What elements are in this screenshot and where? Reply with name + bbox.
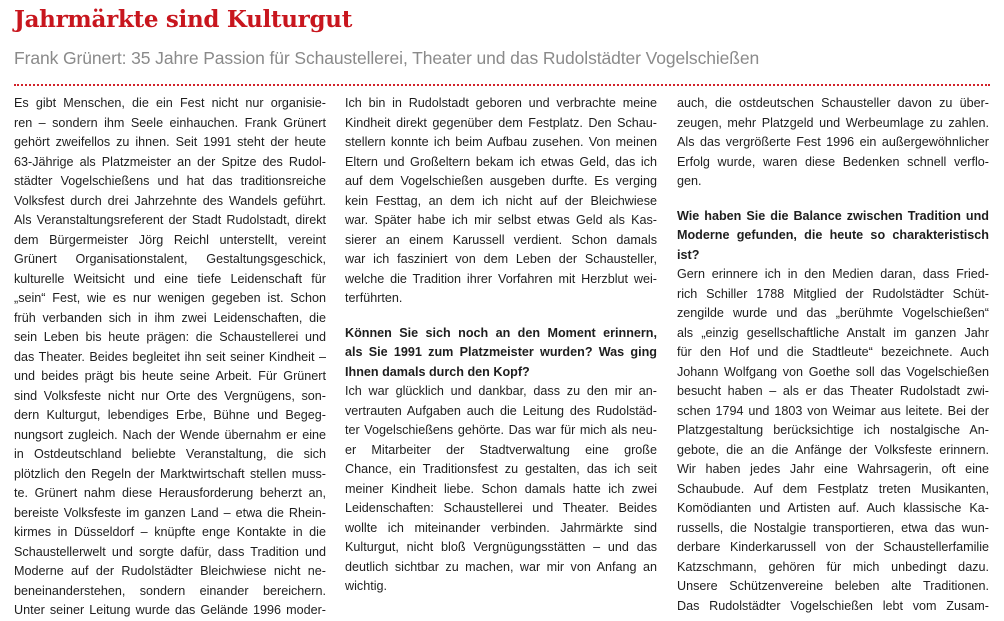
body-text-line: ter Vogelschießens gehörte. Das war für mich als neu- — [345, 423, 657, 437]
body-text-line: Komödianten und Artisten auf. Auch klassische Ka- — [677, 501, 989, 515]
body-text-line: gen. — [677, 174, 702, 188]
body-text-line: er Mitarbeiter der Stadtverwaltung eine große — [345, 442, 657, 457]
body-text-line: Gern erinnere ich in den Medien daran, dass Fried- — [677, 267, 989, 281]
body-text-line: dern Kulturgut, lebendiges Erbe, Bühne und Begeg- — [14, 408, 326, 422]
body-text-line: Leidenschaften: Schaustellerei und Theater. Beides — [345, 501, 657, 515]
body-text-line: vertrauten Aufgaben auch die Leitung des Rudolstäd- — [345, 403, 657, 418]
body-text-line: Erfolg wurde, waren diese Bedenken schnell verflo- — [677, 154, 989, 169]
body-text-line: Kindheit direkt gegenüber dem Festplatz. Den Schau- — [345, 115, 657, 130]
body-text-line: sein Leben bis heute prägen: die Schaustellerei und — [14, 330, 326, 344]
body-text-line: Moderne auf der Rudolstädter Bleichwiese nicht ne- — [14, 564, 326, 578]
body-text-line: kein Festtag, an dem ich nicht auf der Bleichwiese — [345, 193, 657, 208]
body-text-line: war ich fasziniert von dem Leben der Schausteller, — [345, 252, 657, 266]
body-text-line: deutlich sichtbar zu machen, war mir von Anfang an — [345, 559, 657, 574]
body-text-line: auch, die ostdeutschen Schausteller davon zu über- — [677, 96, 989, 110]
body-text-line: auf dem Vogelschießen ausgeben durfte. Es verging — [345, 174, 657, 188]
body-text-line: in Ostdeutschland beliebte Veranstaltung, die sich — [14, 447, 326, 461]
text-column-1 — [14, 94, 326, 621]
body-text-line: te. Grünert nahm diese Herausforderung beherzt an, — [14, 486, 326, 500]
article-title: Jahrmärkte sind Kulturgut — [14, 6, 353, 33]
body-text-line: Eltern und Großeltern bekam ich etwas Geld, das ich — [345, 154, 657, 169]
interview-question-line: Können Sie sich noch an den Moment erinnern, — [345, 325, 657, 340]
body-text-line: Ich bin in Rudolstadt geboren und verbrachte meine — [345, 96, 657, 110]
body-text-line: terführten. — [345, 291, 403, 305]
body-text-line: Schaubude. Auf dem Festplatz treten Musikanten, — [677, 481, 989, 496]
body-text-line: nungsort zugleich. Nach der Wende übernahm er eine — [14, 427, 326, 442]
body-text-line: Grünert Organisationstalent, Gestaltungsgeschick, — [14, 252, 326, 266]
body-text-line: Ich war glücklich und dankbar, dass zu den mir an- — [345, 384, 657, 398]
body-text-line: städter Vogelschießens und hat das traditionsreiche — [14, 174, 326, 188]
body-text-line: war. Später habe ich mir selbst etwas Geld als Kas- — [345, 213, 657, 227]
body-text-line: Katzschmann, gehören für mich unbedingt dazu. — [677, 559, 989, 574]
body-text-line: gehört zweifellos zu ihnen. Seit 1991 steht der heute — [14, 135, 326, 149]
body-text-line: bereiste Volksfeste im ganzen Land – etwa die Rhein- — [14, 505, 326, 520]
body-text-line: wollte ich miteinander verbinden. Jahrmärkte sind — [345, 520, 657, 535]
body-text-line: rich Schiller 1788 Mitglied der Rudolstädter Schüt- — [677, 286, 989, 301]
interview-question-line: ist? — [677, 247, 700, 262]
body-text-line: für den Hof und die Stadtleute“ bezeichnete. Auch — [677, 345, 989, 359]
body-text-line: 63-Jährige als Platzmeister an der Spitze des Rudol- — [14, 154, 326, 169]
body-text-line: kirmes in Düsseldorf – knüpfte enge Kontakte in die — [14, 525, 326, 539]
body-text-line: meiner Kindheit liebe. Schon damals hatte ich zwei — [345, 481, 657, 496]
body-text-line: Johann Wolfgang von Goethe soll das Vogelschießen — [677, 364, 989, 379]
body-text-line: sierer an einem Karussell verdient. Schon damals — [345, 232, 657, 247]
interview-question-line: Ihnen damals durch den Kopf? — [345, 364, 530, 379]
body-text-line: gebote, die an die Anfänge der Volksfeste erinnern. — [677, 442, 989, 457]
text-column-3 — [677, 94, 989, 616]
body-text-line: stellern konnte ich beim Aufbau zusehen. Von meinen — [345, 135, 657, 149]
body-text-line: derbare Kinderkarussell von der Schaustellerfamilie — [677, 540, 989, 554]
body-text-line: besucht haben – als er das Theater Rudolstadt zwi- — [677, 384, 989, 398]
text-column-2 — [345, 94, 657, 597]
body-text-line: Kulturgut, nicht bloß Vergnügungsstätten – und das — [345, 540, 657, 554]
body-text-line: Unter seiner Leitung wurde das Gelände 1996 moder- — [14, 603, 326, 617]
body-text-line: russells, die Nostalgie transportieren, etwa das wun- — [677, 520, 989, 535]
body-text-line: Platzgestaltung berücksichtige ich nostalgische An- — [677, 423, 989, 437]
body-text-line: beneinanderstehen, sondern einander bereichern. — [14, 583, 326, 598]
body-text-line: Es gibt Menschen, die ein Fest nicht nur organisie- — [14, 96, 326, 110]
body-text-line: früh verbanden sich in ihm zwei Leidenschaften, die — [14, 310, 326, 325]
body-text-line: zeugen, mehr Platzgeld und Werbeumlage zu zahlen. — [677, 115, 989, 130]
body-text-line: welche die Tradition ihrer Vorfahren mit Herzblut wei- — [345, 271, 657, 286]
paragraph-gap — [345, 309, 657, 324]
body-text-line: ren – sondern ihm Seele einhauchen. Frank Grünert — [14, 115, 326, 130]
body-text-line: zengilde wurde und das „berühmte Vogelschießen“ — [677, 306, 989, 320]
dotted-divider — [14, 84, 990, 86]
body-text-line: Schaustellerwelt und sorgte dafür, dass Tradition und — [14, 544, 326, 559]
interview-question-line: Wie haben Sie die Balance zwischen Tradition und — [677, 208, 989, 223]
body-text-line: Chance, ein Traditionsfest zu gestalten, das ich seit — [345, 462, 657, 476]
body-text-line: plötzlich den Regeln der Marktwirtschaft stellen muss- — [14, 466, 326, 481]
body-text-line: schen 1794 und 1803 von Weimar aus leitete. Bei der — [677, 403, 989, 418]
article-subtitle: Frank Grünert: 35 Jahre Passion für Schaustellerei, Theater und das Rudolstädter Vogelschießen — [14, 48, 760, 68]
body-text-line: wichtig. — [345, 579, 387, 593]
body-text-line: Volksfest durch drei Jahrzehnte des Wandels geführt. — [14, 193, 326, 208]
body-text-line: Unsere Schützenvereine beleben alte Traditionen. — [677, 579, 989, 593]
paragraph-gap — [677, 192, 989, 207]
body-text-line: Das Rudolstädter Vogelschießen lebt vom Zusam- — [677, 598, 989, 613]
body-text-line: dem Bürgermeister Jörg Reichl unterstellt, vereint — [14, 232, 326, 247]
body-text-line: Als das vergrößerte Fest 1996 ein außergewöhnlicher — [677, 135, 989, 149]
body-text-line: sind Volksfeste nicht nur Orte des Vergnügens, son- — [14, 388, 326, 403]
body-text-line: Als Veranstaltungsreferent der Stadt Rudolstadt, direkt — [14, 213, 326, 227]
interview-question-line: als Sie 1991 zum Platzmeister wurden? Was ging — [345, 345, 657, 359]
body-text-line: als „einzig gesellschaftliche Anstalt im ganzen Jahr — [677, 325, 989, 340]
body-text-line: Wir haben jedes Jahr eine Wahrsagerin, oft eine — [677, 462, 989, 476]
body-text-line: kulturelle Weitsicht und eine tiefe Leidenschaft für — [14, 271, 326, 286]
body-text-line: und beides prägt bis heute seine Arbeit. Für Grünert — [14, 369, 326, 383]
body-text-line: das Theater. Beides begleitet ihn seit seiner Kindheit – — [14, 349, 326, 364]
body-text-line: „sein“ Fest, wie es nur wenigen gegeben ist. Schon — [14, 291, 326, 305]
interview-question-line: Moderne gefunden, die heute so charakteristisch — [677, 228, 989, 242]
